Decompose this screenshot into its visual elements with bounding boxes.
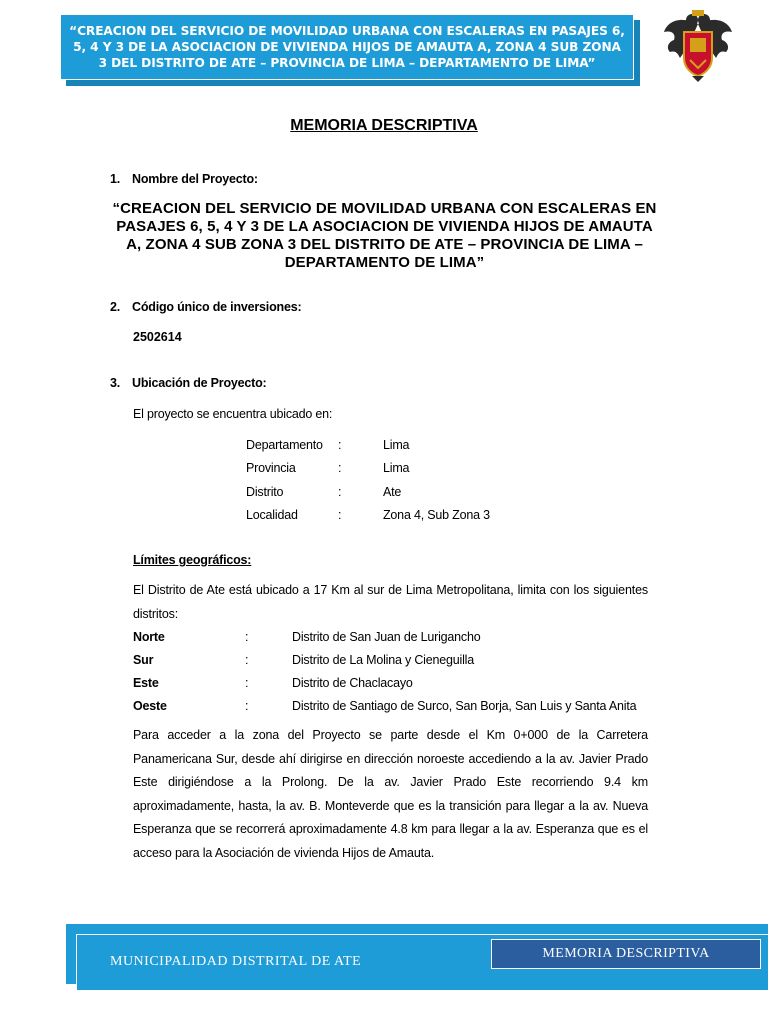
section-2-heading bbox=[110, 300, 301, 314]
location-value: Lima bbox=[383, 438, 410, 452]
footer-doc-label: MEMORIA DESCRIPTIVA bbox=[491, 939, 761, 969]
limit-key: Norte bbox=[133, 630, 165, 644]
section-3-heading bbox=[110, 376, 267, 390]
section-3-label: Ubicación de Proyecto: bbox=[132, 376, 267, 390]
section-3-number: 3. bbox=[110, 376, 121, 390]
limit-sep: : bbox=[245, 630, 249, 644]
limit-sep: : bbox=[245, 653, 249, 667]
limits-title: Límites geográficos: bbox=[133, 553, 252, 567]
limit-value: Distrito de Santiago de Surco, San Borja, San Luis y Santa Anita bbox=[292, 699, 637, 713]
section-2-number: 2. bbox=[110, 300, 121, 314]
location-sep: : bbox=[338, 461, 342, 475]
limit-key: Oeste bbox=[133, 699, 167, 713]
limit-value: Distrito de San Juan de Lurigancho bbox=[292, 630, 481, 644]
section-1-number: 1. bbox=[110, 172, 121, 186]
section-1-heading bbox=[110, 172, 258, 186]
document-title: MEMORIA DESCRIPTIVA bbox=[290, 117, 478, 134]
location-key: Provincia bbox=[246, 461, 296, 475]
limits-intro: El Distrito de Ate está ubicado a 17 Km al sur de Lima Metropolitana, limita con los siguientes distritos: bbox=[133, 583, 648, 621]
header-banner-text: “CREACION DEL SERVICIO DE MOVILIDAD URBANA CON ESCALERAS EN PASAJES 6, 5, 4 Y 3 DE LA ASOCIACION DE VIVIENDA HIJOS DE AMAUTA A, ZONA 4 SUB ZONA 3 DEL DISTRITO DE ATE – PROVINCIA DE LIMA – DEPARTAMENTO DE LIMA” bbox=[69, 24, 625, 70]
footer-municipality: MUNICIPALIDAD DISTRITAL DE ATE bbox=[110, 954, 362, 969]
location-sep: : bbox=[338, 485, 342, 499]
section-2-label: Código único de inversiones: bbox=[132, 300, 302, 314]
location-value: Ate bbox=[383, 485, 402, 499]
location-sep: : bbox=[338, 508, 342, 522]
location-sep: : bbox=[338, 438, 342, 452]
access-paragraph: Para acceder a la zona del Proyecto se parte desde el Km 0+000 de la Carretera Panamericana Sur, desde ahí dirigirse en dirección noroeste accediendo a la av. Javier Prado Este dirigiéndose a la Prolong. De la av. Javier Prado Este recorriendo 9.4 km aproximadamente, hasta, la av. B. Monteverde que es la transición para llegar a la av. Nueva Esperanza que se recorrerá aproximadamente 4.8 km para llegar a la av. Esperanza que es el acceso para la Asociación de vivienda Hijos de Amauta. bbox=[133, 728, 648, 860]
location-value: Zona 4, Sub Zona 3 bbox=[383, 508, 490, 522]
location-key: Departamento bbox=[246, 438, 323, 452]
limit-sep: : bbox=[245, 699, 249, 713]
project-name: “CREACION DEL SERVICIO DE MOVILIDAD URBANA CON ESCALERAS EN PASAJES 6, 5, 4 Y 3 DE LA ASOCIACION DE VIVIENDA HIJOS DE AMAUTA A, ZONA 4 SUB ZONA 3 DEL DISTRITO DE ATE – PROVINCIA DE LIMA – DEPARTAMENTO DE LIMA” bbox=[112, 200, 657, 271]
investment-code: 2502614 bbox=[133, 330, 182, 344]
limit-key: Sur bbox=[133, 653, 154, 667]
limit-value: Distrito de Chaclacayo bbox=[292, 676, 413, 690]
limit-sep: : bbox=[245, 676, 249, 690]
location-key: Distrito bbox=[246, 485, 284, 499]
limit-key: Este bbox=[133, 676, 159, 690]
limit-value: Distrito de La Molina y Cieneguilla bbox=[292, 653, 474, 667]
location-key: Localidad bbox=[246, 508, 298, 522]
location-intro: El proyecto se encuentra ubicado en: bbox=[133, 407, 333, 421]
location-value: Lima bbox=[383, 461, 410, 475]
section-1-label: Nombre del Proyecto: bbox=[132, 172, 258, 186]
header-banner bbox=[60, 14, 634, 80]
municipal-crest-icon bbox=[662, 6, 734, 84]
